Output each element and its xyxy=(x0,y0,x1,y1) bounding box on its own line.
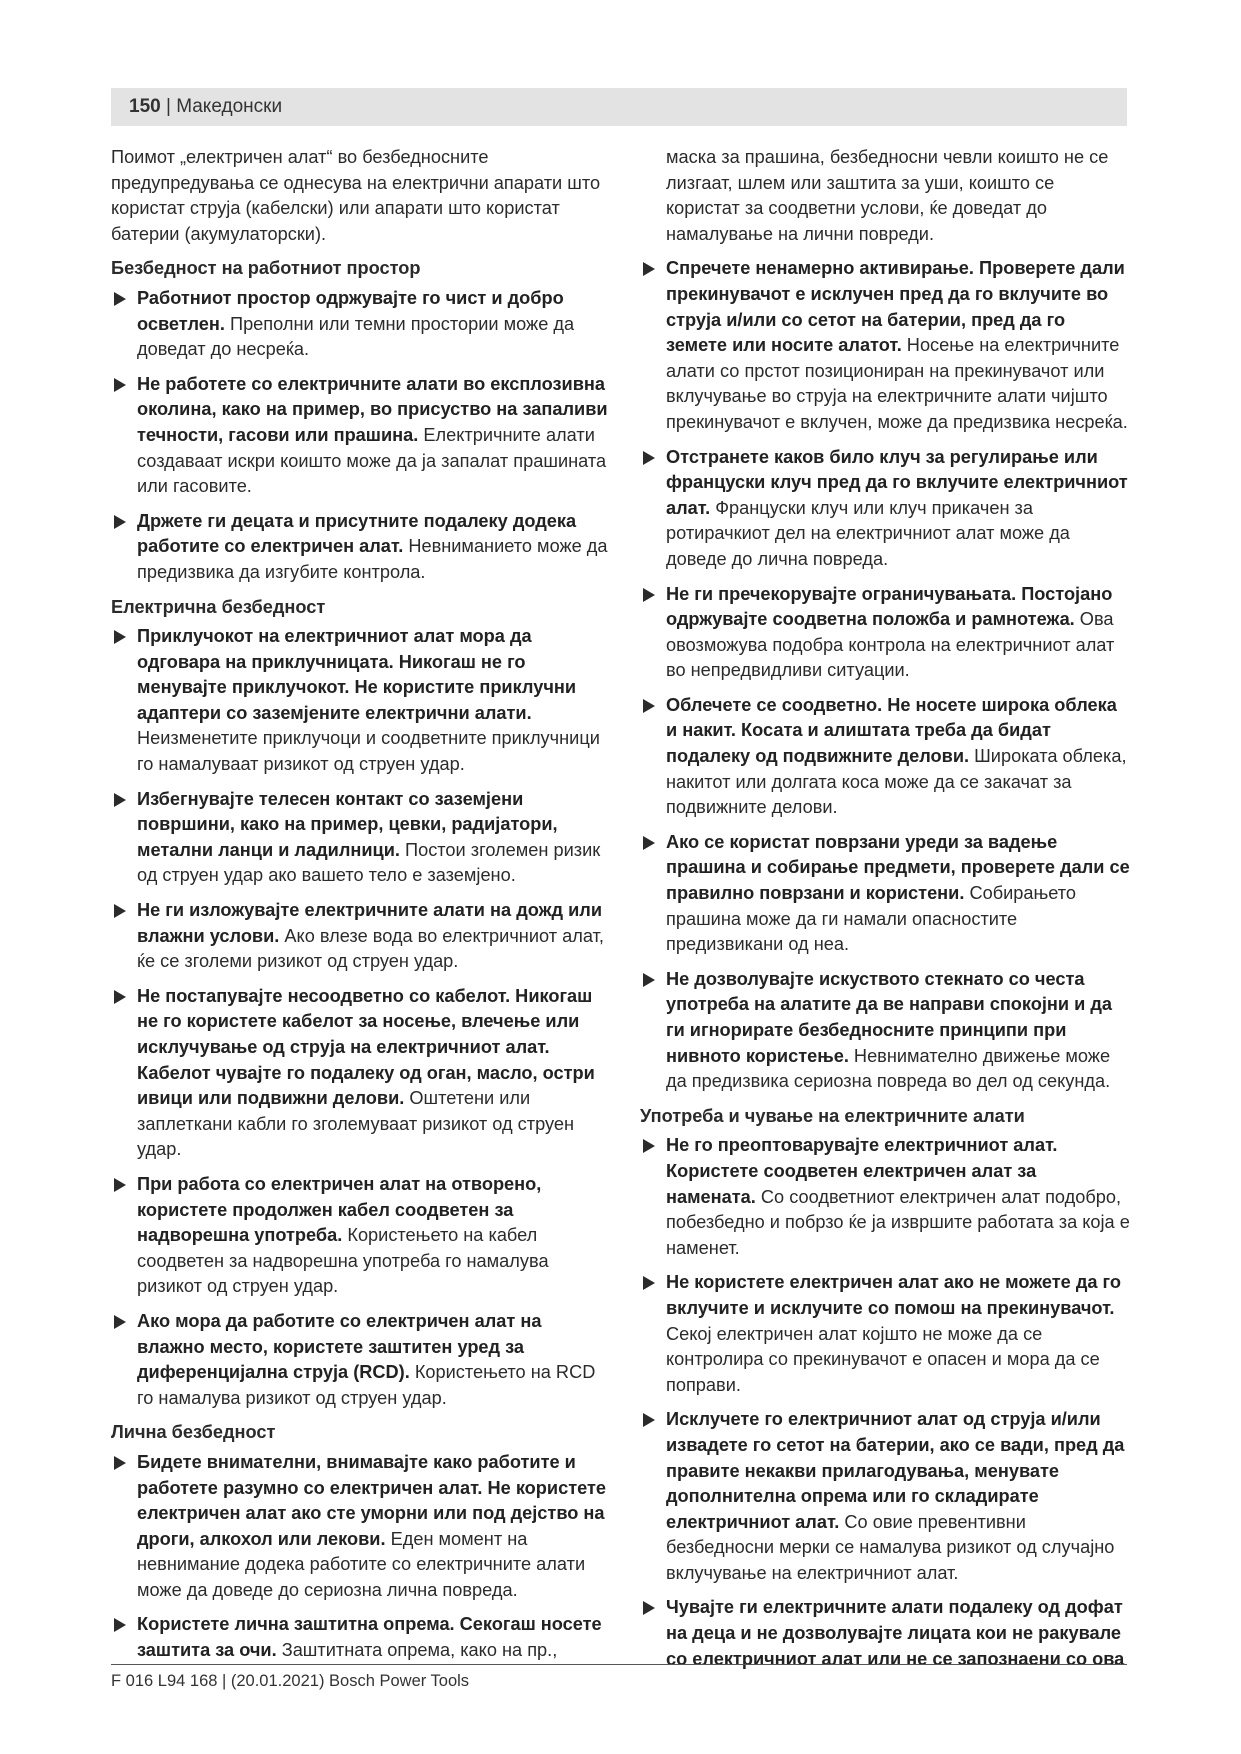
header-separator: | xyxy=(160,96,177,117)
list-item: При работа со електричен алат на отворено, користете продолжен кабел соодветен за надворешна употреба. Користењето на кабел соодветен за надворешна употреба го намалува ризикот од струен удар. xyxy=(111,1172,611,1300)
list-item: Користете лична заштитна опрема. Секогаш носете заштита за очи. Заштитната опрема, како на пр., xyxy=(111,1612,611,1663)
arrow-bullet-icon xyxy=(643,699,655,713)
list-item: Држете ги децата и присутните подалеку додека работите со електричен алат. Невниманието може да предизвика да изгубите контрола. xyxy=(111,509,611,586)
page-footer: F 016 L94 168 | (20.01.2021) Bosch Power Tools xyxy=(111,1672,470,1690)
list-item: Ако се користат поврзани уреди за вадење прашина и собирање предмети, проверете дали се правилно поврзани и користени. Собирањето прашина може да ги намали опасностите предизвикани од неа. xyxy=(640,830,1130,958)
list-item: Спречете ненамерно активирање. Проверете дали прекинувачот е исклучен пред да го вклучите во струја и/или со сетот на батерии, пред да го земете или носите алатот. Носење на електричните алати со прстот позициониран на прекинувачот или вклучување во струја на електричните алати чијшто прекинувачот е вклучен, може да предизвика несреќа. xyxy=(640,256,1130,435)
arrow-bullet-icon xyxy=(114,1456,126,1470)
arrow-bullet-icon xyxy=(114,292,126,306)
arrow-bullet-icon xyxy=(643,451,655,465)
section-title: Лична безбедност xyxy=(111,1422,276,1443)
list-item: Бидете внимателни, внимавајте како работите и работете разумно со електричен алат. Не користете електричен алат ако сте уморни или под дејство на дроги, алкохол или лекови. Еден момент на невнимание додека работите со електричните алати може да доведе до сериозна лична повреда. xyxy=(111,1450,611,1604)
arrow-bullet-icon xyxy=(643,1413,655,1427)
arrow-bullet-icon xyxy=(114,378,126,392)
arrow-bullet-icon xyxy=(643,1601,655,1615)
rule-list xyxy=(111,286,611,586)
list-item: Исклучете го електричниот алат од струја и/или извадете го сетот на батерии, ако се вади, пред да правите некакви прилагодувања, менувате дополнителна опрема или го складирате електричниот алат. Со овие превентивни безбедносни мерки се намалува ризикот од случајно вклучување на електричниот алат. xyxy=(640,1407,1130,1586)
list-item: Облечете се соодветно. Не носете широка облека и накит. Косата и алиштата треба да бидат подалеку од подвижните делови. Широката облека, накитот или долгата коса може да се закачат за подвижните делови. xyxy=(640,693,1130,821)
list-item: Не ги пречекорувајте ограничувањата. Постојано одржувајте соодветна положба и рамнотежа. Ова овозможува подобра контрола на електричниот алат во непредвидливи ситуации. xyxy=(640,582,1130,684)
arrow-bullet-icon xyxy=(643,1276,655,1290)
header-language: Македонски xyxy=(176,96,283,117)
list-item: Не работете со електричните алати во експлозивна околина, како на пример, во присуство на запаливи течности, гасови или прашина. Електричните алати создаваат искри коишто може да ја запалат прашината или гасовите. xyxy=(111,372,611,500)
arrow-bullet-icon xyxy=(114,1178,126,1192)
list-item: Чувајте ги електричните алати подалеку од дофат на деца и не дозволувајте лицата кои не ракувале со електричниот алат или не се запознаени со ова xyxy=(640,1595,1130,1672)
arrow-bullet-icon xyxy=(114,990,126,1004)
rule-list xyxy=(640,1133,1130,1672)
arrow-bullet-icon xyxy=(114,630,126,644)
arrow-bullet-icon xyxy=(114,1315,126,1329)
intro-paragraph: Поимот „електричен алат“ во безбедносните предупредувања се однесува на електрични апарати што користат струја (кабелски) или апарати што користат батерии (акумулаторски). xyxy=(111,147,601,244)
list-item: Отстранете каков било клуч за регулирање или француски клуч пред да го вклучите електричниот алат. Француски клуч или клуч прикачен за ротирачкиот дел на електричниот алат може да доведе до лична повреда. xyxy=(640,445,1130,573)
list-item: Избегнувајте телесен контакт со заземјени површини, како на пример, цевки, радијатори, метални ланци и ладилници. Постои зголемен ризик од струен удар ако вашето тело е заземјено. xyxy=(111,787,611,889)
arrow-bullet-icon xyxy=(643,1139,655,1153)
rule-list xyxy=(111,1450,611,1664)
arrow-bullet-icon xyxy=(114,793,126,807)
arrow-bullet-icon xyxy=(643,588,655,602)
right-column xyxy=(640,145,1130,1681)
list-item: Не го преоптоварувајте електричниот алат. Користете соодветен електричен алат за намената. Со соодветниот електричен алат подобро, побезбедно и побрзо ќе ја извршите работата за која е наменет. xyxy=(640,1133,1130,1261)
continuation-paragraph: маска за прашина, безбедносни чевли коишто не се лизгаат, шлем или заштита за уши, коишто се користат за соодветни услови, ќе доведат до намалување на лични повреди. xyxy=(666,147,1109,244)
rule-list xyxy=(111,624,611,1411)
list-item: Не користете електричен алат ако не можете да го вклучите и исклучите со помош на прекинувачот. Секој електричен алат којшто не може да се контролира со прекинувачот е опасен и мора да се поправи. xyxy=(640,1270,1130,1398)
arrow-bullet-icon xyxy=(643,836,655,850)
list-item: Не ги изложувајте електричните алати на дожд или влажни услови. Ако влезе вода во електричниот алат, ќе се зголеми ризикот од струен удар. xyxy=(111,898,611,975)
arrow-bullet-icon xyxy=(114,1618,126,1632)
rule-list xyxy=(640,256,1130,1094)
list-item: Работниот простор одржувајте го чист и добро осветлен. Преполни или темни простории може да доведат до несреќа. xyxy=(111,286,611,363)
page-header xyxy=(111,88,1127,126)
left-column xyxy=(111,145,611,1673)
section-title: Употреба и чување на електричните алати xyxy=(640,1105,1025,1126)
section-title: Електрична безбедност xyxy=(111,596,326,617)
list-item: Приклучокот на електричниот алат мора да одговара на приклучницата. Никогаш не го менувајте приклучокот. Не користите приклучни адаптери со заземјените електрични алати. Неизменетите приклучоци и соодветните приклучници го намалуваат ризикот од струен удар. xyxy=(111,624,611,778)
footer-divider xyxy=(111,1664,1127,1665)
page-number: 150 xyxy=(129,96,161,117)
list-item: Не постапувајте несоодветно со кабелот. Никогаш не го користете кабелот за носење, влечење или исклучување од струја на електричниот алат. Кабелот чувајте го подалеку од оган, масло, остри ивици или подвижни делови. Оштетени или заплеткани кабли го зголемуваат ризикот од струен удар. xyxy=(111,984,611,1163)
arrow-bullet-icon xyxy=(643,973,655,987)
arrow-bullet-icon xyxy=(643,262,655,276)
list-item: Не дозволувајте искуството стекнато со честа употреба на алатите да ве направи спокојни и да ги игнорирате безбедносните принципи при нивното користење. Невнимателно движење може да предизвика сериозна повреда во дел од секунда. xyxy=(640,967,1130,1095)
list-item: Ако мора да работите со електричен алат на влажно место, користете заштитен уред за диференцијална струја (RCD). Користењето на RCD го намалува ризикот од струен удар. xyxy=(111,1309,611,1411)
arrow-bullet-icon xyxy=(114,904,126,918)
section-title: Безбедност на работниот простор xyxy=(111,258,421,279)
arrow-bullet-icon xyxy=(114,515,126,529)
